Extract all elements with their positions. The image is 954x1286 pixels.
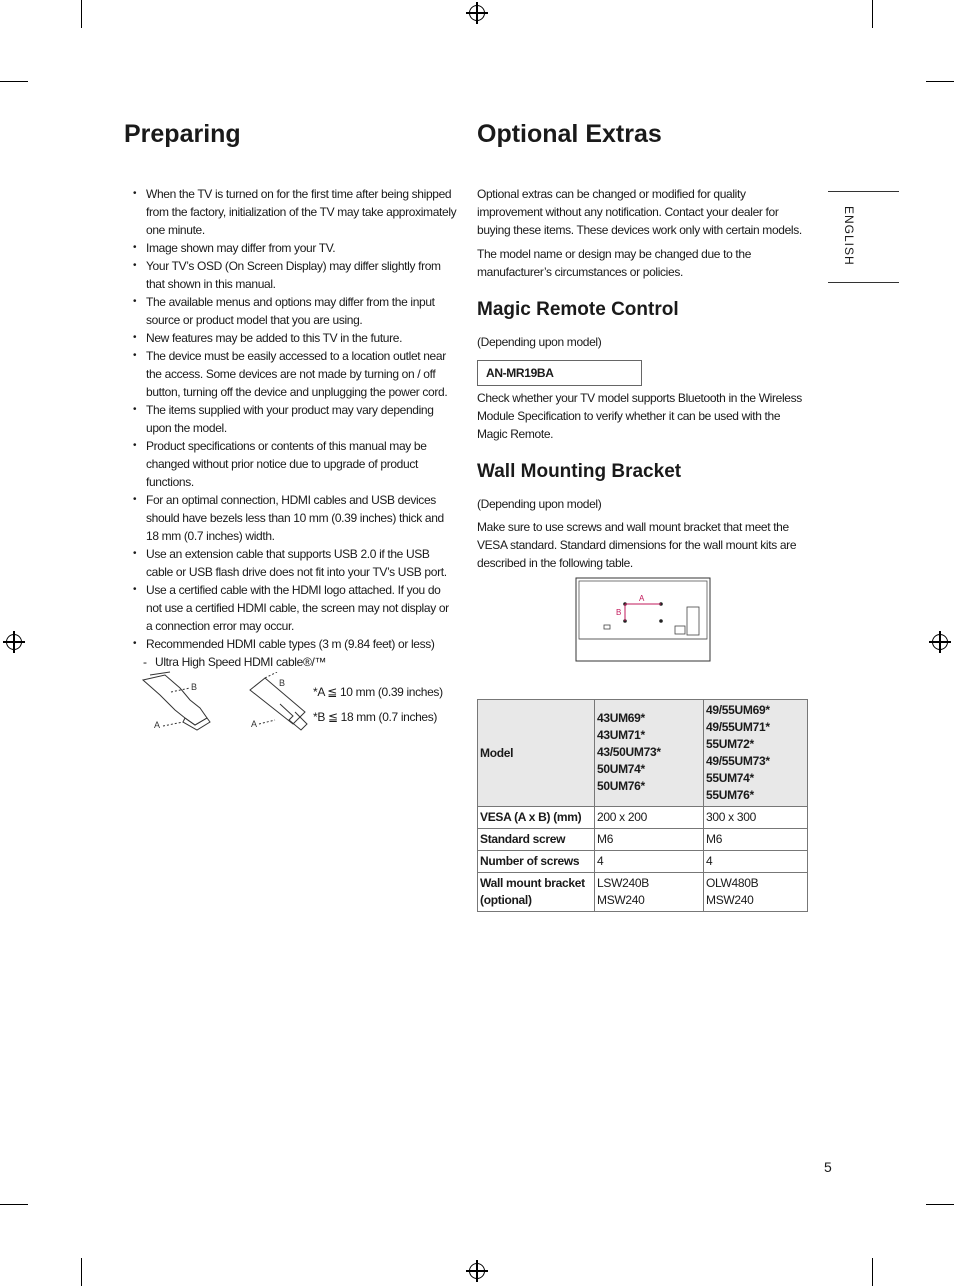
crop-mark [926,1204,954,1205]
figure-label-a: A [154,720,161,730]
remote-model-note: (Depending upon model) [477,335,602,349]
table-header-row [478,700,808,807]
language-label: ENGLISH [842,206,856,266]
tv-back-vesa-diagram [575,577,711,662]
dimension-b-label: *B ≦ 18 mm (0.7 inches) [313,710,438,724]
list-item: • The available menus and options may differ from the input source or product model that you are using. [133,293,458,329]
crop-mark [0,1204,28,1205]
sub-list-item: - Ultra High Speed HDMI cable®/™ [133,653,458,671]
remote-model-box: AN-MR19BA [477,360,642,386]
crop-mark [81,0,82,28]
intro-paragraph-2: The model name or design may be changed due to the manufacturer’s circumstances or policies. [477,247,752,279]
table-row-label: Wall mount bracket (optional) [478,873,595,912]
registration-mark-icon [469,1263,485,1279]
table-row [478,807,808,829]
intro-paragraph: Optional extras can be changed or modified for quality improvement without any notification. Contact your dealer for buying these items. These devices work only with certain models. [477,187,802,237]
table-cell: 200 x 200 [595,807,704,829]
remote-paragraph: Check whether your TV model supports Bluetooth in the Wireless Module Specification to verify whether it can be used with the Magic Remote. [477,391,802,441]
figure-label-a: A [251,719,258,729]
bracket-model-note: (Depending upon model) [477,497,602,511]
usb-device-illustration [245,672,310,734]
table-cell: 4 [595,851,704,873]
hdmi-cable-illustration [135,670,225,735]
bracket-paragraph: Make sure to use screws and wall mount bracket that meet the VESA standard. Standard dimensions for the wall mount kits are described in the following table. [477,520,797,570]
list-item: • Your TV’s OSD (On Screen Display) may differ slightly from that shown in this manual. [133,257,458,293]
list-item: • Use a certified cable with the HDMI logo attached. If you do not use a certified HDMI cable, the screen may not display or a connection error may occur. [133,581,458,635]
table-cell: 300 x 300 [704,807,808,829]
crop-mark [872,1258,873,1286]
list-item: • For an optimal connection, HDMI cables and USB devices should have bezels less than 10 mm (0.39 inches) thick and 18 mm (0.7 inches) width. [133,491,458,545]
list-item: • Use an extension cable that supports USB 2.0 if the USB cable or USB flash drive does not fit into your TV’s USB port. [133,545,458,581]
list-item: • When the TV is turned on for the first time after being shipped from the factory, initialization of the TV may take approximately one minute. [133,185,458,239]
table-cell: M6 [595,829,704,851]
table-header-cell: Model [478,700,595,807]
diagram-label-b: B [616,608,622,617]
crop-mark [0,81,28,82]
list-item: • Image shown may differ from your TV. [133,239,458,257]
list-item: • The items supplied with your product may vary depending upon the model. [133,401,458,437]
crop-mark [81,1258,82,1286]
registration-mark-icon [469,5,485,21]
list-item: • New features may be added to this TV in the future. [133,329,458,347]
section-heading-remote: Magic Remote Control [477,299,679,320]
table-row-label: Standard screw [478,829,595,851]
table-cell: 4 [704,851,808,873]
figure-label-b: B [279,678,286,688]
section-heading-bracket: Wall Mounting Bracket [477,461,682,482]
registration-mark-icon [932,634,948,650]
list-item: • Product specifications or contents of this manual may be changed without prior notice due to upgrade of product functions. [133,437,458,491]
table-cell: M6 [704,829,808,851]
registration-mark-icon [6,634,22,650]
figure-label-b: B [191,682,198,692]
diagram-label-a: A [639,594,645,603]
table-row-label: Number of screws [478,851,595,873]
table-header-cell: 49/55UM69* 49/55UM71* 55UM72* 49/55UM73* 55UM74* 55UM76* [704,700,808,807]
crop-mark [926,81,954,82]
table-row-label: VESA (A x B) (mm) [478,807,595,829]
table-row [478,851,808,873]
list-item: • The device must be easily accessed to a location outlet near the access. Some devices are not made by turning on / off button, turning off the device and unplugging the power cord. [133,347,458,401]
preparing-bullet-list [133,185,458,671]
language-side-tab [828,191,899,283]
dimension-a-label: *A ≦ 10 mm (0.39 inches) [313,685,443,699]
table-cell: LSW240B MSW240 [595,873,704,912]
table-row [478,873,808,912]
table-header-cell: 43UM69* 43UM71* 43/50UM73* 50UM74* 50UM76* [595,700,704,807]
list-item: • Recommended HDMI cable types (3 m (9.84 feet) or less) [133,635,458,653]
page-title-optional-extras: Optional Extras [477,120,662,148]
page-title-preparing: Preparing [124,120,241,148]
page-number: 5 [824,1159,832,1175]
table-row [478,829,808,851]
crop-mark [872,0,873,28]
vesa-spec-table [477,699,808,912]
table-cell: OLW480B MSW240 [704,873,808,912]
